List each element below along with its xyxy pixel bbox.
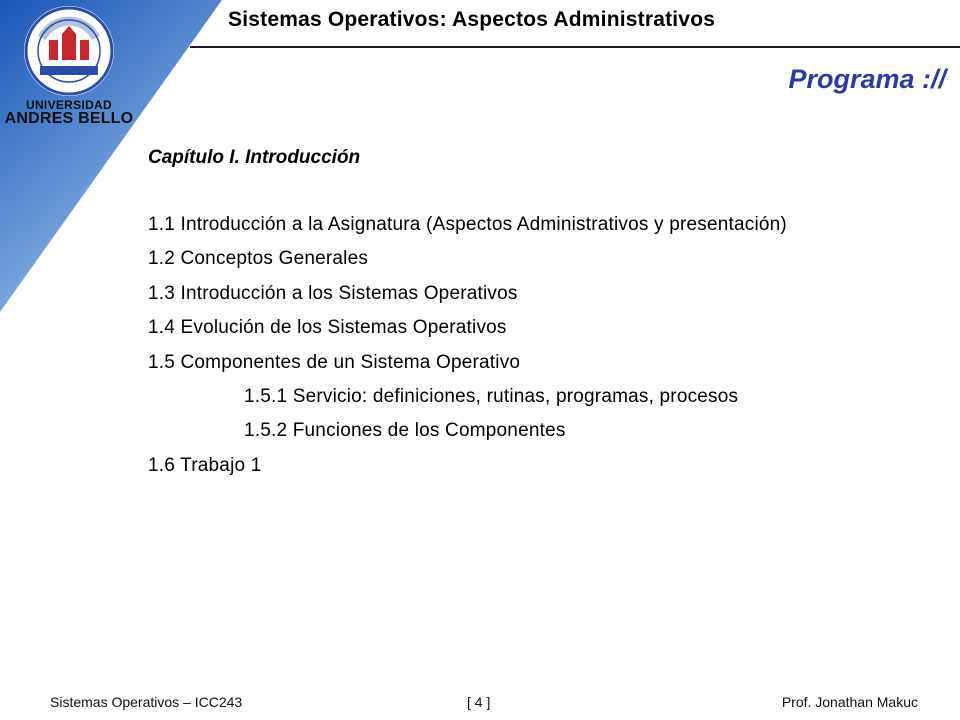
topic-item: 1.5 Componentes de un Sistema Operativo [148, 351, 521, 373]
topic-subitem: 1.5.2 Funciones de los Componentes [244, 420, 566, 442]
topic-item: 1.6 Trabajo 1 [148, 454, 262, 476]
logo-university-label: UNIVERSIDAD [26, 98, 112, 112]
topic-item: 1.3 Introducción a los Sistemas Operativos [148, 282, 518, 304]
university-seal-icon [2, 4, 136, 100]
topic-subitem: 1.5.1 Servicio: definiciones, rutinas, programas, procesos [244, 385, 739, 407]
topic-item: 1.4 Evolución de los Sistemas Operativos [148, 317, 507, 339]
footer-course: Sistemas Operativos – ICC243 [50, 694, 243, 710]
section-title: Programa :// [788, 64, 946, 94]
footer-page-number: [ 4 ] [467, 694, 491, 710]
topic-list [148, 208, 948, 483]
slide-content [148, 142, 948, 483]
header-divider [190, 46, 960, 48]
topic-item: 1.1 Introducción a la Asignatura (Aspectos Administrativos y presentación) [148, 214, 787, 235]
chapter-heading: Capítulo I. Introducción [148, 147, 361, 168]
slide-header-title: Sistemas Operativos: Aspectos Administrativos [228, 8, 716, 31]
logo-university-name: ANDRES BELLO [4, 110, 134, 127]
footer-author: Prof. Jonathan Makuc [781, 694, 918, 710]
university-logo [2, 4, 134, 128]
topic-item: 1.2 Conceptos Generales [148, 248, 369, 270]
